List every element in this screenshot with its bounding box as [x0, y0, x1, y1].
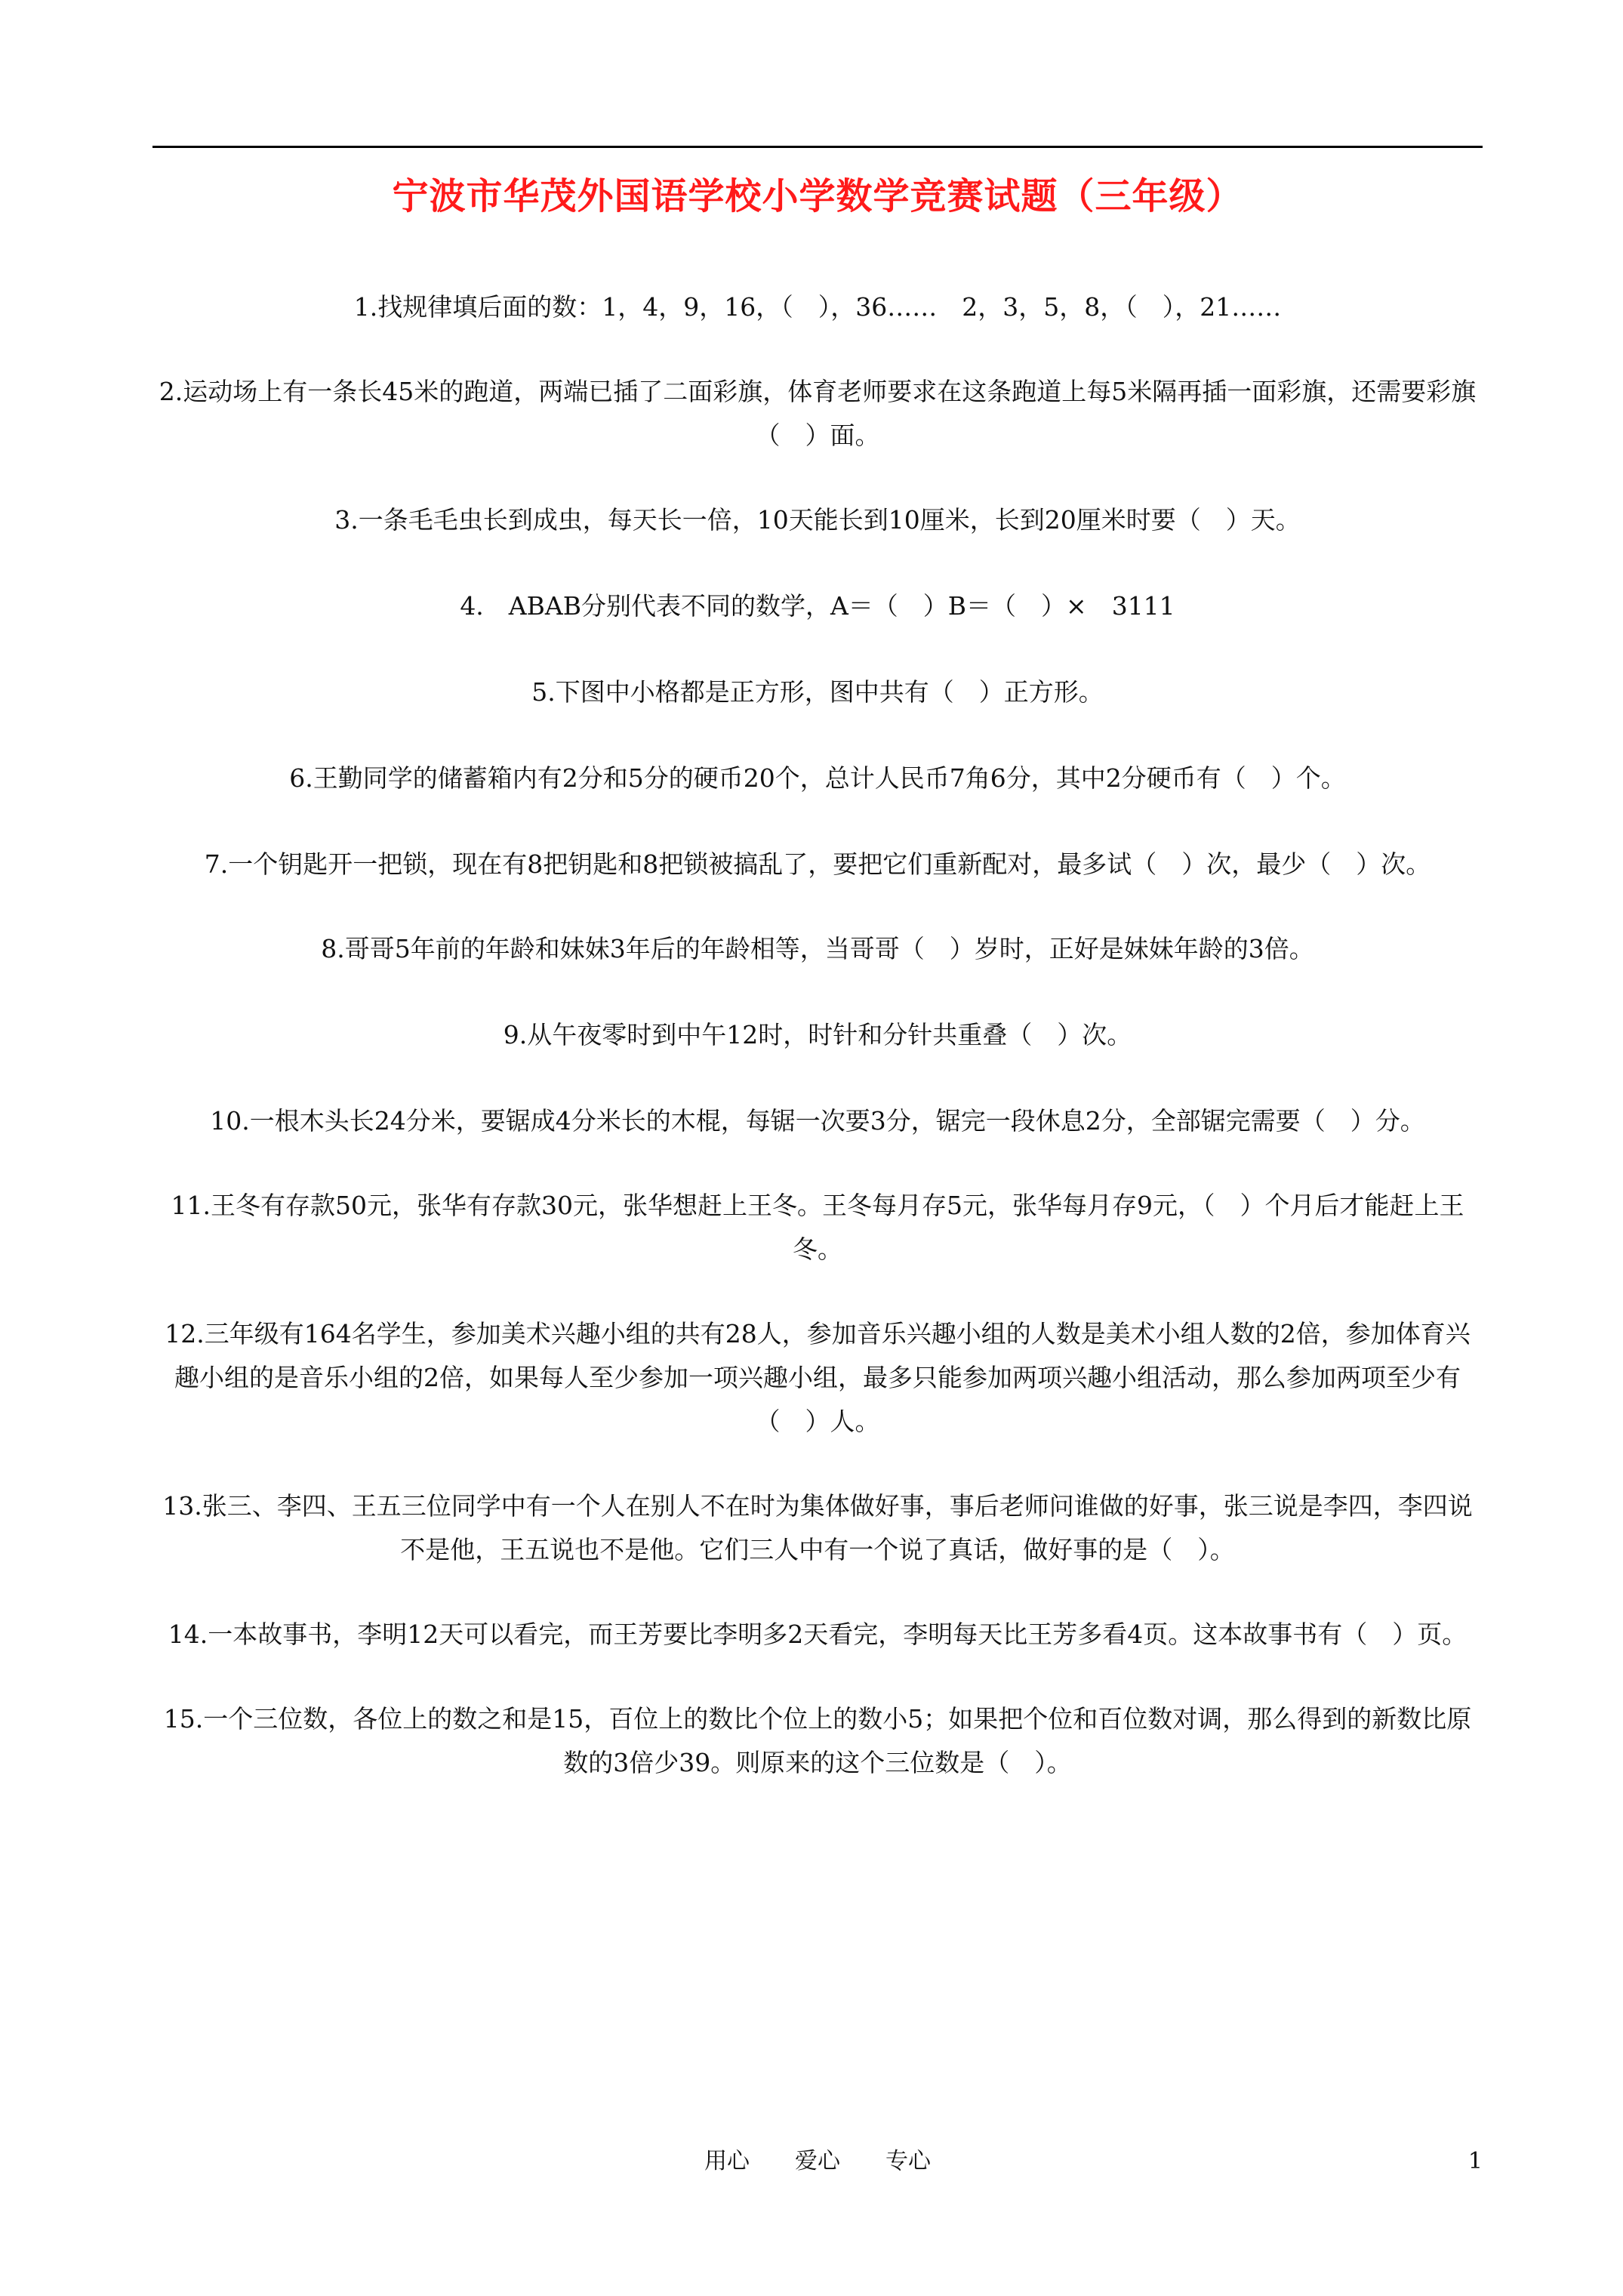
- question-item: 14.一本故事书，李明12天可以看完，而王芳要比李明多2天看完，李明每天比王芳多看4页。这本故事书有（ ）页。: [168, 1620, 1467, 1649]
- footer-motto: 用心 爱心 专心: [704, 2148, 931, 2174]
- page-number: 1: [1467, 2148, 1483, 2174]
- header-rule: [152, 146, 1483, 148]
- question-item: 12.三年级有164名学生，参加美术兴趣小组的共有28人，参加音乐兴趣小组的人数是美术小组人数的2倍，参加体育兴趣小组的是音乐小组的2倍，如果每人至少参加一项兴趣小组，最多只能参加两项兴趣小组活动，那么参加两项至少有（ ）人。: [165, 1319, 1471, 1436]
- question-item: 4. ABAB分别代表不同的数学，A＝（ ）B＝（ ）× 3111: [460, 591, 1175, 621]
- question-list: [152, 285, 1483, 1785]
- question-item: 13.张三、李四、王五三位同学中有一个人在别人不在时为集体做好事，事后老师问谁做的好事，张三说是李四，李四说不是他，王五说也不是他。它们三人中有一个说了真话，做好事的是（ ）。: [162, 1491, 1473, 1564]
- question-item: 10.一根木头长24分米，要锯成4分米长的木棍，每锯一次要3分，锯完一段休息2分，全部锯完需要（ ）分。: [210, 1106, 1425, 1136]
- question-item: 3.一条毛毛虫长到成虫，每天长一倍，10天能长到10厘米，长到20厘米时要（ ）天。: [334, 505, 1301, 535]
- question-item: 1.找规律填后面的数：1，4，9，16，（ ），36…… 2，3，5，8，（ ），21……: [353, 292, 1282, 322]
- question-item: 8.哥哥5年前的年龄和妹妹3年后的年龄相等，当哥哥（ ）岁时，正好是妹妹年龄的3倍。: [321, 934, 1314, 963]
- question-item: 5.下图中小格都是正方形，图中共有（ ）正方形。: [531, 677, 1104, 707]
- question-item: 11.王冬有存款50元，张华有存款30元，张华想赶上王冬。王冬每月存5元，张华每月存9元，（ ）个月后才能赶上王冬。: [171, 1191, 1464, 1264]
- question-item: 2.运动场上有一条长45米的跑道，两端已插了二面彩旗，体育老师要求在这条跑道上每5米隔再插一面彩旗，还需要彩旗（ ）面。: [159, 377, 1477, 450]
- question-item: 9.从午夜零时到中午12时，时针和分针共重叠（ ）次。: [503, 1020, 1132, 1049]
- document-title: 宁波市华茂外国语学校小学数学竞赛试题（三年级）: [392, 175, 1243, 217]
- page-footer: [152, 2143, 1483, 2180]
- question-item: 6.王勤同学的储蓄箱内有2分和5分的硬币20个，总计人民币7角6分，其中2分硬币有（ ）个。: [289, 763, 1346, 793]
- question-item: 15.一个三位数，各位上的数之和是15，百位上的数比个位上的数小5；如果把个位和百位数对调，那么得到的新数比原数的3倍少39。则原来的这个三位数是（ ）。: [163, 1704, 1472, 1777]
- question-item: 7.一个钥匙开一把锁，现在有8把钥匙和8把锁被搞乱了，要把它们重新配对，最多试（ ）次，最少（ ）次。: [204, 849, 1431, 879]
